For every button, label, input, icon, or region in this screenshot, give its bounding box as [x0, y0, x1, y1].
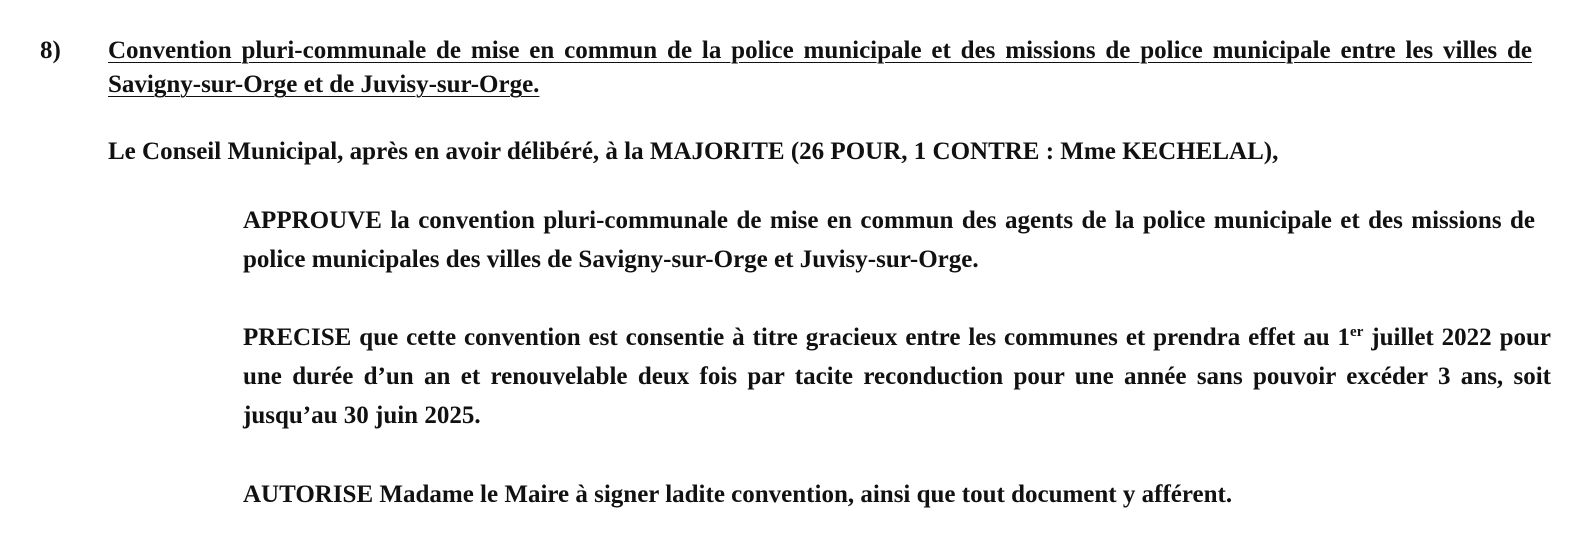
decision-approve [243, 201, 1535, 279]
approve-text: la convention pluri-communale de mise en commun des agents de la police municipale et des missions de police municipales des villes de Savigny-sur-Orge et Juvisy-sur-Orge. [243, 207, 1535, 273]
autorise-text: Madame le Maire à signer ladite convention, ainsi que tout document y afférent. [373, 481, 1233, 508]
precise-text-before: que cette convention est consentie à titre gracieux entre les communes et prendra effet au 1 [351, 324, 1351, 351]
autorise-keyword: AUTORISE [243, 481, 374, 508]
precise-keyword: PRECISE [243, 324, 352, 351]
council-statement: Le Conseil Municipal, après en avoir délibéré, à la MAJORITE (26 POUR, 1 CONTRE : Mme KECHELAL), [108, 138, 1279, 165]
precise-text-after: juillet 2022 pour une durée d’un an et renouvelable deux fois par tacite reconduction pour une année sans pouvoir excéder 3 ans, soit jusqu’au 30 juin 2025. [243, 324, 1551, 429]
ordinal-suffix: er [1350, 324, 1364, 340]
approve-keyword: APPROUVE [243, 207, 382, 234]
decision-autorise [243, 475, 1551, 514]
item-title: Convention pluri-communale de mise en commun de la police municipale et des missions de police municipale entre les villes de Savigny-sur-Orge et de Juvisy-sur-Orge. [108, 37, 1532, 98]
decision-precise [243, 318, 1551, 435]
item-number: 8) [40, 37, 61, 64]
